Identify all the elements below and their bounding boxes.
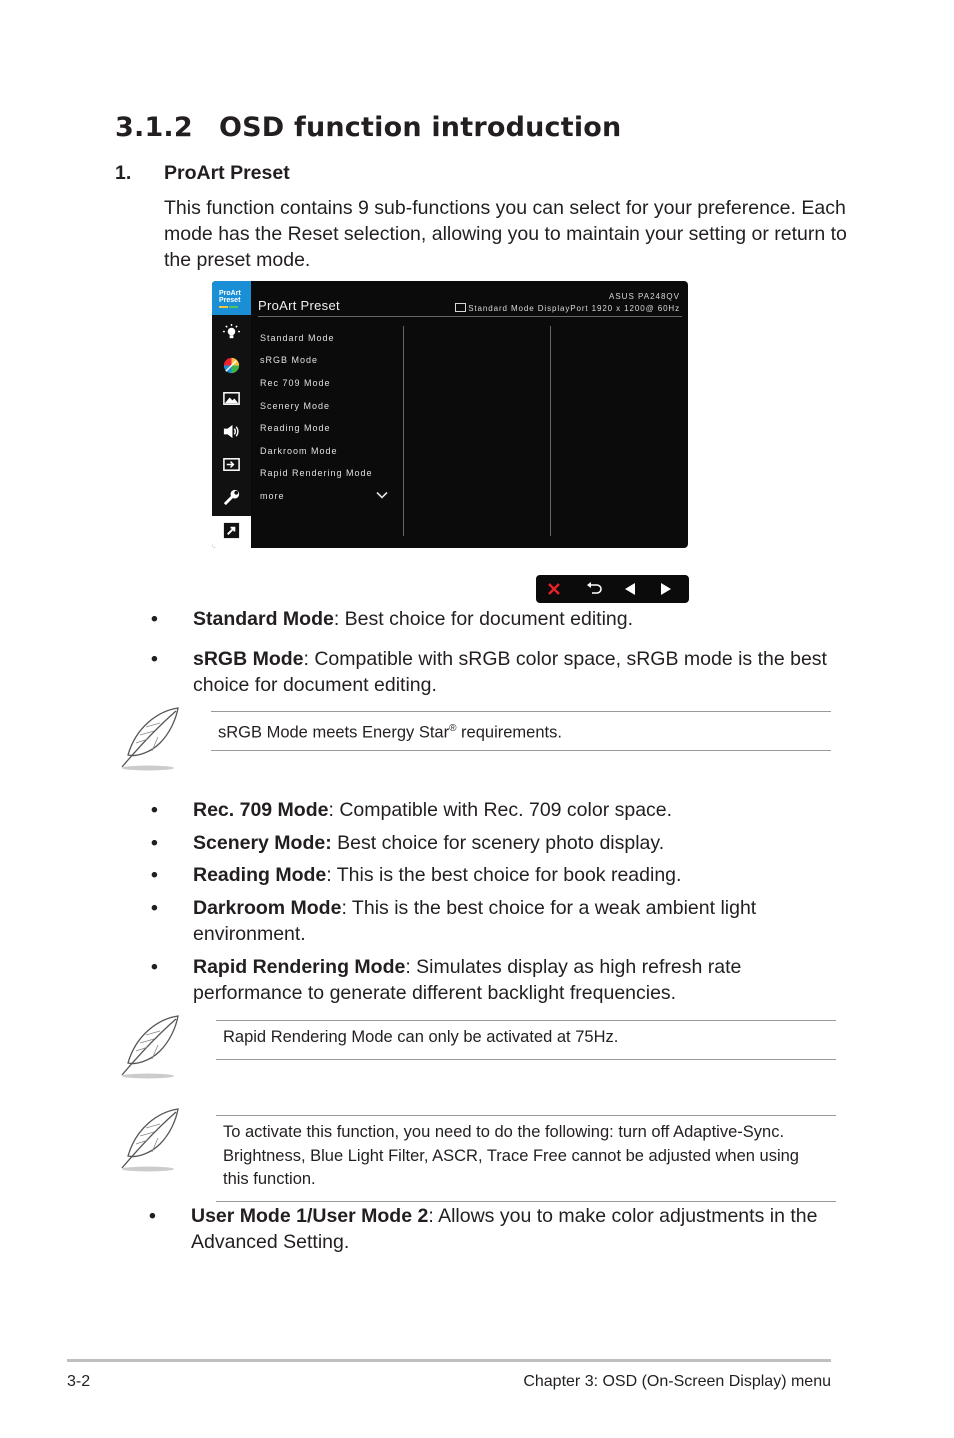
note-srgb-energy-star <box>218 717 828 745</box>
bullet-desc: Best choice for scenery photo display. <box>331 832 665 854</box>
registered-mark: ® <box>449 723 457 734</box>
note-rule-top <box>216 1115 836 1116</box>
footer-rule <box>67 1359 831 1362</box>
bullet-dot: • <box>151 648 158 670</box>
bullet-desc-cont: performance to generate different backlight frequencies. <box>193 982 677 1004</box>
heading-number: 3.1.2 <box>115 112 193 143</box>
bullet-term: Rec. 709 Mode <box>193 799 329 821</box>
bullet-desc-cont: choice for document editing. <box>193 674 437 696</box>
osd-status-text: Standard Mode DisplayPort 1920 x 1200@ 60Hz <box>468 304 680 313</box>
note-line3: this function. <box>223 1170 316 1188</box>
bullet-term: Standard Mode <box>193 608 334 630</box>
monitor-icon <box>455 303 466 312</box>
bullet-desc: : Simulates display as high refresh rate <box>405 956 742 978</box>
bullet-term: Darkroom Mode <box>193 897 342 919</box>
bullet-dot: • <box>151 956 158 978</box>
bullet-dot: • <box>151 799 158 821</box>
page-number: 3-2 <box>67 1373 91 1390</box>
note-rule-top <box>216 1020 836 1021</box>
osd-item-reading[interactable]: Reading Mode <box>260 423 331 433</box>
osd-model-name: ASUS PA248QV <box>609 292 680 301</box>
bullet-dot: • <box>149 1205 156 1227</box>
bullet-term: Rapid Rendering Mode <box>193 956 406 978</box>
bullet-desc: : Best choice for document editing. <box>333 608 634 630</box>
osd-item-scenery[interactable]: Scenery Mode <box>260 401 331 411</box>
bullet-user-mode <box>149 1203 851 1255</box>
bullet-desc: : This is the best choice for book reading. <box>326 864 682 886</box>
color-icon <box>222 356 241 375</box>
subsection-number: 1. <box>115 162 132 184</box>
bullet-dot: • <box>151 608 158 630</box>
system-setup-icon <box>222 488 241 507</box>
bullet-desc: : This is the best choice for a weak ambient light <box>341 897 757 919</box>
proart-preset-tile <box>212 281 251 315</box>
left-arrow-icon[interactable] <box>624 582 636 596</box>
bullet-desc: : Compatible with sRGB color space, sRGB mode is the best <box>303 648 827 670</box>
osd-item-more[interactable]: more <box>260 491 285 501</box>
osd-item-darkroom[interactable]: Darkroom Mode <box>260 446 338 456</box>
bullet-desc: : Allows you to make color adjustments in the <box>428 1205 818 1227</box>
feather-note-icon <box>114 1013 184 1081</box>
note-text: sRGB Mode meets Energy Star <box>218 723 450 742</box>
feather-note-icon <box>114 1106 184 1174</box>
shortcut-icon <box>222 521 241 540</box>
bullet-standard-mode <box>151 606 853 632</box>
subsection-label: ProArt Preset <box>164 162 290 184</box>
bullet-scenery-mode <box>151 830 853 856</box>
osd-item-srgb[interactable]: sRGB Mode <box>260 355 319 365</box>
input-select-icon <box>222 455 241 474</box>
bullet-reading-mode <box>151 862 853 888</box>
close-icon[interactable] <box>547 582 561 596</box>
bullet-rec709-mode <box>151 797 853 823</box>
osd-column-divider <box>550 326 551 536</box>
osd-sidebar <box>212 281 251 548</box>
bullet-darkroom-mode <box>151 895 853 947</box>
osd-menu-title: ProArt Preset <box>258 298 340 313</box>
note-rapid-rendering-75hz: Rapid Rendering Mode can only be activated at 75Hz. <box>223 1028 619 1046</box>
bullet-desc: : Compatible with Rec. 709 color space. <box>328 799 673 821</box>
subsection-title <box>115 162 290 185</box>
bullet-desc-cont: Advanced Setting. <box>191 1231 350 1253</box>
bullet-desc-cont: environment. <box>193 923 306 945</box>
note-line1: To activate this function, you need to do the following: turn off Adaptive-Sync. <box>223 1123 785 1141</box>
bullet-rapid-rendering-mode <box>151 954 853 1006</box>
osd-column-divider <box>403 326 404 536</box>
bullet-dot: • <box>151 864 158 886</box>
osd-nav-key-bar <box>536 575 689 603</box>
osd-menu-screenshot <box>212 281 688 548</box>
osd-item-rec709[interactable]: Rec 709 Mode <box>260 378 331 388</box>
note-rule-top <box>211 711 831 712</box>
tile-line2: Preset <box>219 297 241 304</box>
bullet-dot: • <box>151 832 158 854</box>
bullet-srgb-mode <box>151 646 853 698</box>
bullet-term: Reading Mode <box>193 864 327 886</box>
bullet-dot: • <box>151 897 158 919</box>
note-activate-function <box>223 1121 837 1192</box>
note-rule-bottom <box>216 1059 836 1060</box>
note-text-end: requirements. <box>456 723 562 742</box>
note-rule-bottom <box>211 750 831 751</box>
feather-note-icon <box>114 705 184 773</box>
intro-paragraph: This function contains 9 sub-functions you can select for your preference. Each mode has the Reset selection, allowing you to maintain your setting or return to the preset mode. <box>164 197 847 271</box>
bullet-term: sRGB Mode <box>193 648 304 670</box>
osd-status-line <box>455 303 680 313</box>
osd-item-rapid-rendering[interactable]: Rapid Rendering Mode <box>260 468 373 478</box>
section-heading <box>115 112 621 143</box>
heading-title: OSD function introduction <box>219 112 622 143</box>
osd-divider <box>258 316 682 317</box>
note-rule-bottom <box>216 1201 836 1202</box>
chapter-title: Chapter 3: OSD (On-Screen Display) menu <box>523 1373 831 1390</box>
bullet-term: Scenery Mode: <box>193 832 332 854</box>
back-icon[interactable] <box>586 581 603 596</box>
osd-item-standard[interactable]: Standard Mode <box>260 333 335 343</box>
right-arrow-icon[interactable] <box>660 582 672 596</box>
note-line2: Brightness, Blue Light Filter, ASCR, Trace Free cannot be adjusted when using <box>223 1146 799 1165</box>
bullet-term: User Mode 1/User Mode 2 <box>191 1205 429 1227</box>
chevron-down-icon[interactable] <box>376 491 388 500</box>
image-icon <box>222 389 241 408</box>
sound-icon <box>222 422 241 441</box>
tile-line1: ProArt <box>219 290 241 297</box>
brightness-icon <box>222 323 241 342</box>
